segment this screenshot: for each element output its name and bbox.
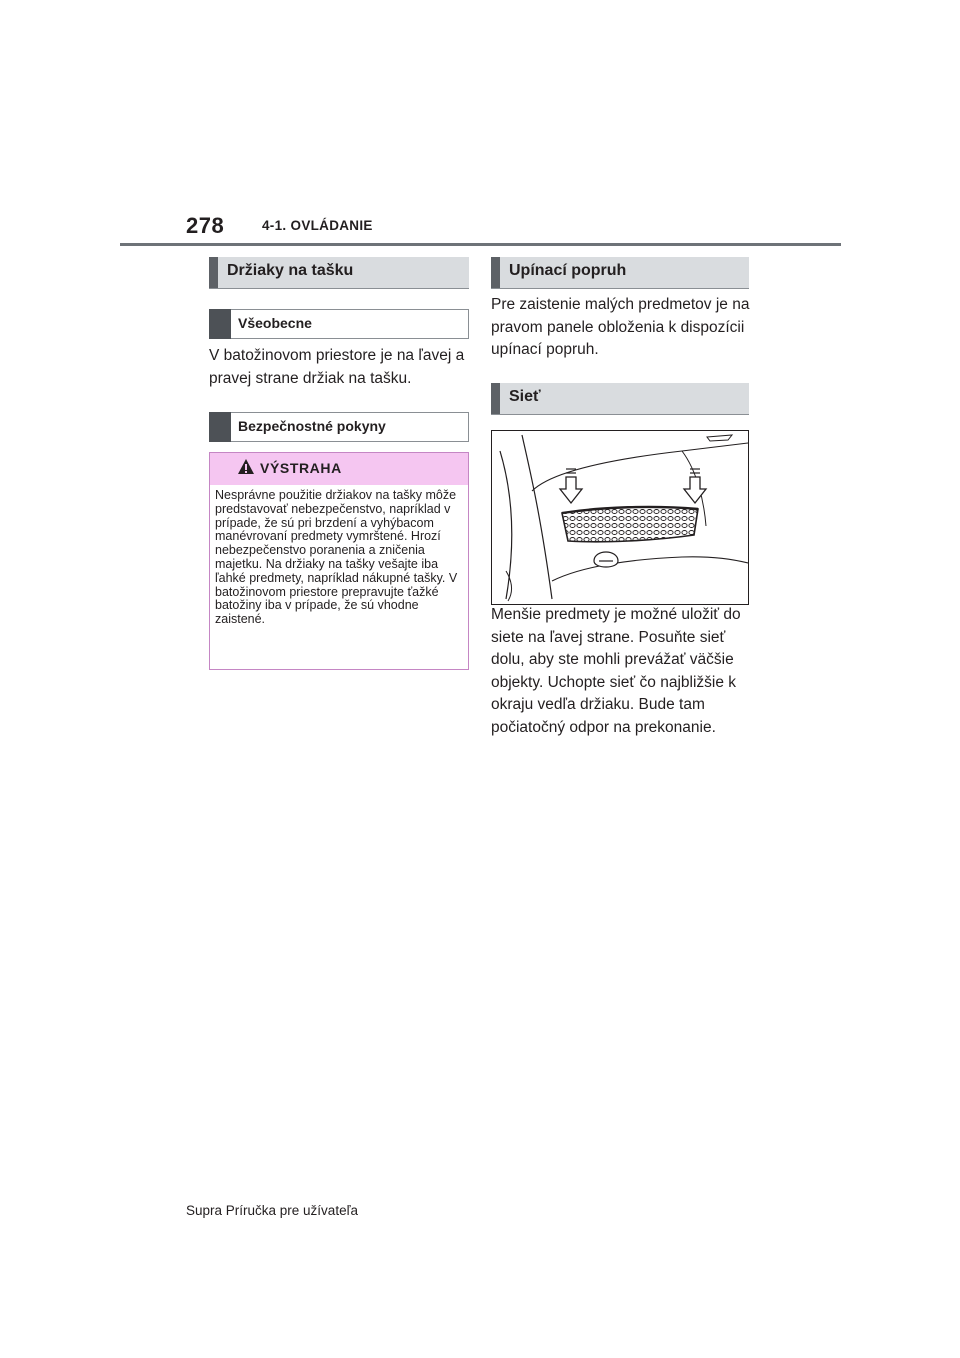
heading-net — [491, 383, 749, 415]
warning-text: Nesprávne použitie držiakov na tašky môže predstavovať nebezpečenstvo, napríklad v prípade, že sú pri brzdení a vyhýbacom manévrovaní predmety vymrštené. Hrozí nebezpečenstvo poranenia a zničenia majetku. Na držiaky na tašky vešajte iba ľahké predmety, napríklad nákupné tašky. V batožinovom priestore prepravujte ťažké batožiny iba v prípade, že sú vhodne zaistené. — [215, 488, 458, 627]
subheading-safety — [209, 412, 469, 442]
section-title: 4-1. OVLÁDANIE — [262, 218, 373, 233]
net-illustration — [491, 430, 749, 605]
warning-title: VÝSTRAHA — [260, 460, 342, 476]
strap-paragraph: Pre zaistenie malých predmetov je na pravom panele obloženia k dispozícii upínací popruh. — [491, 296, 750, 358]
subheading-general-label: Všeobecne — [238, 315, 312, 331]
subheading-safety-label: Bezpečnostné pokyny — [238, 418, 386, 434]
warning-header — [210, 453, 468, 485]
heading-strap-label: Upínací popruh — [509, 262, 627, 279]
heading-strap — [491, 257, 749, 289]
header-divider — [120, 243, 841, 246]
general-paragraph: V batožinovom priestore je na ľavej a pravej strane držiak na tašku. — [209, 347, 465, 387]
warning-box — [209, 452, 469, 670]
footer-text: Supra Príručka pre užívateľa — [186, 1203, 359, 1218]
heading-bag-holders — [209, 257, 469, 289]
net-paragraph: Menšie predmety je možné uložiť do siete na ľavej strane. Posuňte sieť dolu, aby ste mohli prevážať väčšie objekty. Uchopte sieť čo najbližšie k okraju vedľa držiaku. Bude tam počiatočný odpor na prekonanie. — [491, 606, 741, 736]
heading-bag-holders-label: Držiaky na tašku — [227, 262, 354, 279]
heading-net-label: Sieť — [509, 388, 541, 405]
warning-triangle-icon — [237, 458, 255, 475]
subheading-general — [209, 309, 469, 339]
page-number: 278 — [186, 213, 225, 238]
cargo-net-drawing — [492, 431, 748, 604]
